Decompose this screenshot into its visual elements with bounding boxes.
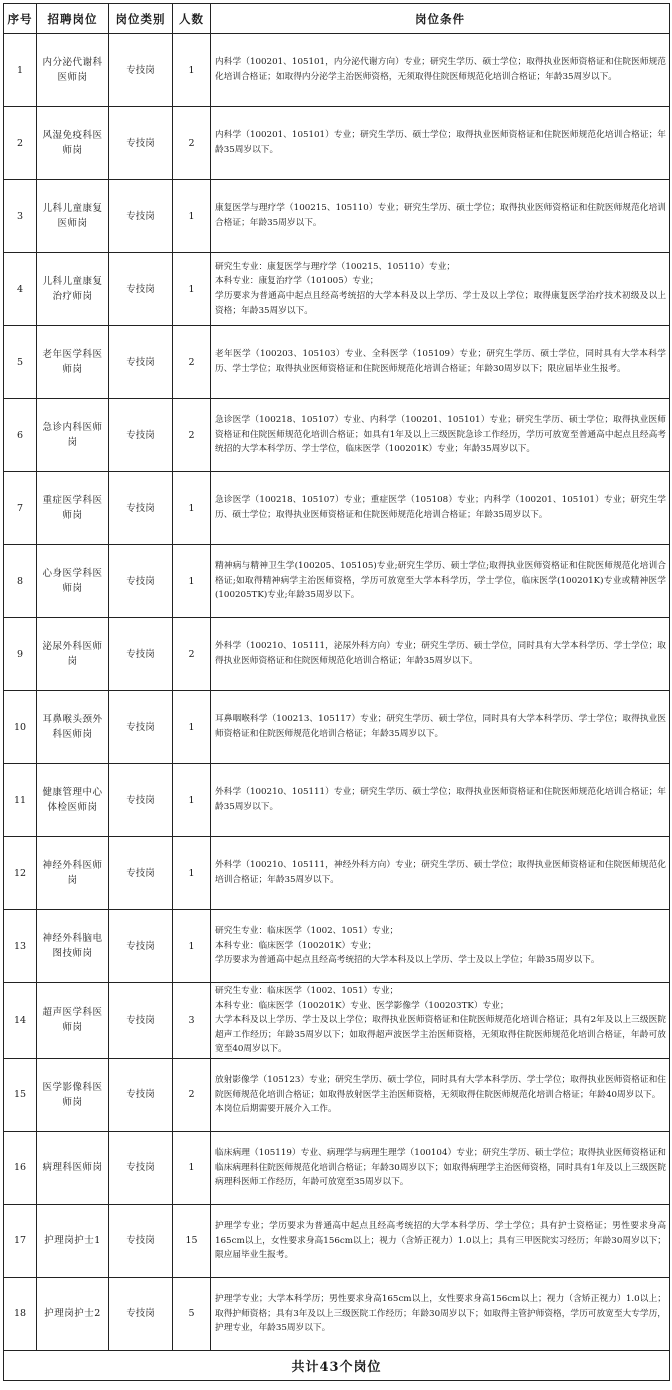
row-requirements: 研究生专业：临床医学（1002、1051）专业； 本科专业：临床医学（100201K）专业、医学影像学（100203TK）专业； 大学本科及以上学历、学士及以上学位；取得执业医师资格证和住院医师规范化培训合格证；具有2年及以上三级医院超声工作经历；年龄35周岁以下；如取得超声波医学主治医师资格，无须取得住院医师规范化培训合格证，年龄可放宽至40周岁以下。 <box>211 983 670 1059</box>
row-position: 心身医学科医师岗 <box>37 545 109 618</box>
row-requirements: 研究生专业：康复医学与理疗学（100215、105110）专业； 本科专业：康复治疗学（101005）专业； 学历要求为普通高中起点且经高考统招的大学本科及以上学历、学士及以上学位；取得康复医学治疗技术初级及以上资格；年龄35周岁以下。 <box>211 253 670 326</box>
row-requirements: 精神病与精神卫生学(100205、105105)专业;研究生学历、硕士学位;取得执业医师资格证和住院医师规范化培训合格证;如取得精神病学主治医师资格，学历可放宽至大学本科学历，学士学位，临床医学(100201K)专业或精神医学(100205TK)专业;年龄35周岁以下。 <box>211 545 670 618</box>
row-requirements: 放射影像学（105123）专业；研究生学历、硕士学位，同时具有大学本科学历、学士学位；取得执业医师资格证和住院医师规范化培训合格证；如取得放射医学主治医师资格，无须取得住院医师规范化培训合格证；年龄40周岁以下。 本岗位后期需要开展介入工作。 <box>211 1058 670 1131</box>
row-index: 15 <box>4 1058 37 1131</box>
row-index: 7 <box>4 472 37 545</box>
row-index: 16 <box>4 1131 37 1204</box>
row-category: 专技岗 <box>109 837 173 910</box>
table-row <box>4 326 670 399</box>
row-count: 2 <box>173 1058 211 1131</box>
row-count: 5 <box>173 1277 211 1350</box>
header-position: 招聘岗位 <box>37 4 109 34</box>
table-row <box>4 983 670 1059</box>
row-requirements: 急诊医学（100218、105107）专业、内科学（100201、105101）专业；研究生学历、硕士学位；取得执业医师资格证和住院医师规范化培训合格证；如具有1年及以上三级医院急诊工作经历，学历可放宽至普通高中起点且经高考统招的大学本科学历、学士学位，临床医学（100201K）专业；年龄35周岁以下。 <box>211 399 670 472</box>
row-position: 急诊内科医师岗 <box>37 399 109 472</box>
row-index: 5 <box>4 326 37 399</box>
row-category: 专技岗 <box>109 34 173 107</box>
total-row <box>4 1350 670 1380</box>
row-position: 医学影像科医师岗 <box>37 1058 109 1131</box>
row-index: 9 <box>4 618 37 691</box>
row-requirements: 康复医学与理疗学（100215、105110）专业；研究生学历、硕士学位；取得执业医师资格证和住院医师规范化培训合格证；年龄35周岁以下。 <box>211 180 670 253</box>
header-category: 岗位类别 <box>109 4 173 34</box>
row-index: 12 <box>4 837 37 910</box>
row-position: 神经外科脑电图技师岗 <box>37 910 109 983</box>
row-position: 护理岗护士1 <box>37 1204 109 1277</box>
row-category: 专技岗 <box>109 1204 173 1277</box>
row-count: 2 <box>173 107 211 180</box>
row-position: 风湿免疫科医师岗 <box>37 107 109 180</box>
row-category: 专技岗 <box>109 545 173 618</box>
row-index: 11 <box>4 764 37 837</box>
table-row <box>4 691 670 764</box>
row-requirements: 护理学专业；大学本科学历；男性要求身高165cm以上，女性要求身高156cm以上；视力（含矫正视力）1.0以上；取得护师资格；具有3年及以上三级医院工作经历；年龄30周岁以下；如取得主管护师资格，学历可放宽至大专学历，护理专业，年龄35周岁以下。 <box>211 1277 670 1350</box>
row-position: 病理科医师岗 <box>37 1131 109 1204</box>
table-row <box>4 107 670 180</box>
row-count: 1 <box>173 34 211 107</box>
row-count: 2 <box>173 326 211 399</box>
row-category: 专技岗 <box>109 618 173 691</box>
total-positions: 共计43个岗位 <box>4 1350 670 1380</box>
row-position: 儿科儿童康复医师岗 <box>37 180 109 253</box>
row-requirements: 内科学（100201、105101）专业；研究生学历、硕士学位；取得执业医师资格证和住院医师规范化培训合格证；年龄35周岁以下。 <box>211 107 670 180</box>
row-position: 泌尿外科医师岗 <box>37 618 109 691</box>
row-requirements: 老年医学（100203、105103）专业、全科医学（105109）专业；研究生学历、硕士学位，同时具有大学本科学历、学士学位；取得执业医师资格证和住院医师规范化培训合格证；年龄30周岁以下；限应届毕业生报考。 <box>211 326 670 399</box>
row-index: 4 <box>4 253 37 326</box>
row-count: 1 <box>173 253 211 326</box>
header-row <box>4 4 670 34</box>
row-index: 3 <box>4 180 37 253</box>
row-category: 专技岗 <box>109 764 173 837</box>
row-count: 2 <box>173 399 211 472</box>
row-position: 健康管理中心体检医师岗 <box>37 764 109 837</box>
row-position: 耳鼻喉头颈外科医师岗 <box>37 691 109 764</box>
row-requirements: 外科学（100210、105111）专业；研究生学历、硕士学位；取得执业医师资格证和住院医师规范化培训合格证；年龄35周岁以下。 <box>211 764 670 837</box>
row-count: 1 <box>173 472 211 545</box>
header-index: 序号 <box>4 4 37 34</box>
row-requirements: 临床病理（105119）专业、病理学与病理生理学（100104）专业；研究生学历、硕士学位；取得执业医师资格证和临床病理科住院医师规范化培训合格证；年龄30周岁以下；如取得病理学主治医师资格，同时具有1年及以上三级医院病理科医师工作经历，年龄可放宽至35周岁以下。 <box>211 1131 670 1204</box>
row-position: 超声医学科医师岗 <box>37 983 109 1059</box>
table-row <box>4 253 670 326</box>
row-requirements: 外科学（100210、105111，神经外科方向）专业；研究生学历、硕士学位；取得执业医师资格证和住院医师规范化培训合格证；年龄35周岁以下。 <box>211 837 670 910</box>
row-category: 专技岗 <box>109 326 173 399</box>
row-count: 1 <box>173 691 211 764</box>
header-requirements: 岗位条件 <box>211 4 670 34</box>
row-index: 6 <box>4 399 37 472</box>
row-index: 8 <box>4 545 37 618</box>
row-index: 17 <box>4 1204 37 1277</box>
table-row <box>4 1204 670 1277</box>
row-count: 1 <box>173 764 211 837</box>
row-position: 内分泌代谢科医师岗 <box>37 34 109 107</box>
row-count: 1 <box>173 545 211 618</box>
row-category: 专技岗 <box>109 691 173 764</box>
row-category: 专技岗 <box>109 1131 173 1204</box>
table-row <box>4 545 670 618</box>
row-category: 专技岗 <box>109 910 173 983</box>
row-category: 专技岗 <box>109 1058 173 1131</box>
row-category: 专技岗 <box>109 253 173 326</box>
table-row <box>4 910 670 983</box>
row-count: 1 <box>173 180 211 253</box>
row-index: 18 <box>4 1277 37 1350</box>
table-row <box>4 1058 670 1131</box>
row-count: 1 <box>173 1131 211 1204</box>
row-category: 专技岗 <box>109 180 173 253</box>
row-position: 神经外科医师岗 <box>37 837 109 910</box>
row-category: 专技岗 <box>109 472 173 545</box>
row-requirements: 外科学（100210、105111，泌尿外科方向）专业；研究生学历、硕士学位，同时具有大学本科学历、学士学位；取得执业医师资格证和住院医师规范化培训合格证；年龄35周岁以下。 <box>211 618 670 691</box>
row-requirements: 内科学（100201、105101，内分泌代谢方向）专业；研究生学历、硕士学位；取得执业医师资格证和住院医师规范化培训合格证；如取得内分泌学主治医师资格，无须取得住院医师规范化培训合格证；年龄35周岁以下。 <box>211 34 670 107</box>
row-index: 13 <box>4 910 37 983</box>
row-requirements: 护理学专业；学历要求为普通高中起点且经高考统招的大学本科学历、学士学位；具有护士资格证；男性要求身高165cm以上，女性要求身高156cm以上；视力（含矫正视力）1.0以上；具有三甲医院实习经历；年龄30周岁以下；限应届毕业生报考。 <box>211 1204 670 1277</box>
row-index: 1 <box>4 34 37 107</box>
row-index: 2 <box>4 107 37 180</box>
table-row <box>4 180 670 253</box>
table-row <box>4 837 670 910</box>
table-row <box>4 472 670 545</box>
row-requirements: 研究生专业：临床医学（1002、1051）专业； 本科专业：临床医学（100201K）专业； 学历要求为普通高中起点且经高考统招的大学本科及以上学历、学士及以上学位；年龄35周岁以下。 <box>211 910 670 983</box>
row-count: 2 <box>173 618 211 691</box>
row-requirements: 耳鼻咽喉科学（100213、105117）专业；研究生学历、硕士学位，同时具有大学本科学历、学士学位；取得执业医师资格证和住院医师规范化培训合格证；年龄35周岁以下。 <box>211 691 670 764</box>
row-count: 15 <box>173 1204 211 1277</box>
header-count: 人数 <box>173 4 211 34</box>
row-category: 专技岗 <box>109 399 173 472</box>
table-row <box>4 34 670 107</box>
row-index: 14 <box>4 983 37 1059</box>
table-row <box>4 1277 670 1350</box>
recruitment-table <box>3 3 670 1381</box>
row-requirements: 急诊医学（100218、105107）专业；重症医学（105108）专业；内科学（100201、105101）专业；研究生学历、硕士学位；取得执业医师资格证和住院医师规范化培训合格证；年龄35周岁以下。 <box>211 472 670 545</box>
row-count: 1 <box>173 910 211 983</box>
table-row <box>4 618 670 691</box>
row-position: 重症医学科医师岗 <box>37 472 109 545</box>
row-position: 儿科儿童康复治疗师岗 <box>37 253 109 326</box>
row-position: 护理岗护士2 <box>37 1277 109 1350</box>
row-count: 3 <box>173 983 211 1059</box>
row-category: 专技岗 <box>109 107 173 180</box>
table-row <box>4 399 670 472</box>
row-count: 1 <box>173 837 211 910</box>
row-position: 老年医学科医师岗 <box>37 326 109 399</box>
table-row <box>4 764 670 837</box>
row-index: 10 <box>4 691 37 764</box>
table-body <box>4 34 670 1351</box>
row-category: 专技岗 <box>109 983 173 1059</box>
row-category: 专技岗 <box>109 1277 173 1350</box>
table-row <box>4 1131 670 1204</box>
